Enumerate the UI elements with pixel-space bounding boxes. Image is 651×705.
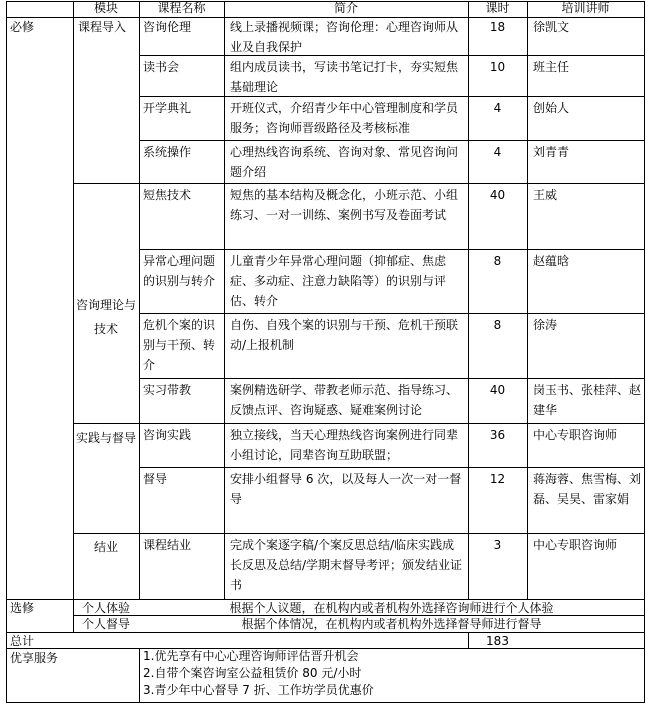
elective-name: 个人体验 [81, 601, 130, 615]
course-intro: 安排小组督导 6 次，以及每人一次一对一督导 [230, 472, 462, 506]
course-name: 开学典礼 [143, 101, 192, 115]
rule [139, 249, 645, 250]
elective-desc: 根据个人议题，在机构内或者机构外选择咨询师进行个人体验 [229, 601, 554, 615]
total-hours: 183 [486, 634, 509, 648]
course-name: 课程结业 [143, 538, 192, 552]
course-trainer: 王威 [533, 188, 558, 202]
section-total: 总计 [10, 634, 35, 648]
course-hours: 36 [489, 428, 506, 442]
module-practice: 实践与督导 [75, 431, 136, 445]
course-trainer: 中心专职咨询师 [533, 538, 618, 552]
course-trainer: 赵蕴晗 [533, 254, 570, 268]
course-name: 短焦技术 [143, 188, 192, 202]
module-intro: 课程导入 [78, 20, 127, 34]
course-trainer: 创始人 [533, 101, 570, 115]
rule [6, 1, 7, 703]
rule [139, 140, 645, 141]
course-hours: 10 [489, 60, 506, 74]
course-intro: 短焦的基本结构及概念化，小班示范、小组练习、一对一训练、案例书写及卷面考试 [230, 188, 459, 222]
course-name: 异常心理问题的识别与转介 [143, 254, 216, 288]
rule [139, 313, 645, 314]
course-trainer: 刘青青 [533, 145, 570, 159]
header-intro: 简介 [333, 1, 358, 15]
course-hours: 40 [489, 383, 506, 397]
benefit-item: 1.优先享有中心心理咨询师评估晋升机会 [143, 649, 359, 663]
course-name: 督导 [143, 472, 168, 486]
course-trainer: 蒋海蓉、焦雪梅、刘磊、吴昊、雷家娟 [533, 472, 642, 506]
rule [527, 1, 528, 600]
benefit-item: 2.自带个案咨询室公益租赁价 80 元/小时 [143, 666, 362, 680]
section-required: 必修 [10, 20, 35, 34]
benefit-item: 3.青少年中心督导 7 折、工作坊学员优惠价 [143, 683, 374, 697]
course-trainer: 徐涛 [533, 318, 558, 332]
course-hours: 3 [493, 538, 502, 552]
section-benefits: 优享服务 [10, 651, 59, 665]
rule [6, 702, 645, 703]
module-end: 结业 [93, 540, 118, 554]
course-hours: 8 [493, 254, 502, 268]
course-trainer: 中心专职咨询师 [533, 428, 618, 442]
course-intro: 儿童青少年异常心理问题（抑郁症、焦虑症、多动症、注意力缺陷等）的识别与评估、转介 [230, 254, 447, 308]
rule [139, 378, 645, 379]
course-intro: 独立接线，当天心理热线咨询案例进行同辈小组讨论，同辈咨询互助联盟； [230, 428, 459, 462]
module-theory: 咨询理论与技术 [75, 298, 136, 336]
rule [73, 423, 645, 424]
course-hours: 4 [493, 145, 502, 159]
course-name: 咨询伦理 [143, 20, 192, 34]
course-name: 系统操作 [143, 145, 192, 159]
rule [224, 1, 225, 600]
rule [73, 183, 645, 184]
course-intro: 完成个案逐字稿/个案反思总结/临床实践成长反思及总结/学期末督导考评；颁发结业证书 [230, 538, 463, 592]
course-intro: 组内成员读书，写读书笔记打卡，夯实短焦基础理论 [230, 60, 459, 94]
course-hours: 4 [493, 101, 502, 115]
rule [468, 1, 469, 600]
elective-desc: 根据个体情况，在机构内或者机构外选择督导师进行督导 [241, 617, 542, 631]
course-trainer: 岗玉书、张桂萍、赵建华 [533, 383, 642, 417]
course-name: 危机个案的识别与干预、转介 [143, 318, 216, 372]
rule [139, 467, 645, 468]
rule [73, 533, 645, 534]
course-name: 实习带教 [143, 383, 192, 397]
header-trainer: 培训讲师 [561, 1, 610, 15]
rule [644, 1, 645, 703]
course-trainer: 徐凯文 [533, 20, 570, 34]
course-intro: 心理热线咨询系统、咨询对象、常见咨询问题介绍 [230, 145, 459, 179]
course-intro: 自伤、自残个案的识别与干预、危机干预联动/上报机制 [230, 318, 459, 352]
header-hours: 课时 [485, 1, 510, 15]
elective-name: 个人督导 [81, 617, 130, 631]
rule [139, 648, 140, 703]
course-hours: 12 [489, 472, 506, 486]
course-intro: 案例精选研学、带教老师示范、指导练习、反馈点评、咨询疑惑、疑难案例讨论 [230, 383, 459, 417]
course-hours: 18 [489, 20, 506, 34]
rule [139, 1, 140, 600]
course-intro: 线上录播视频课；咨询伦理：心理咨询师从业及自我保护 [230, 20, 459, 54]
course-trainer: 班主任 [533, 60, 570, 74]
section-elective: 选修 [10, 601, 35, 615]
header-module: 模块 [93, 1, 118, 15]
course-intro: 开班仪式，介绍青少年中心管理制度和学员服务；咨询师晋级路径及考核标准 [230, 101, 459, 135]
course-name: 读书会 [143, 60, 180, 74]
course-hours: 40 [489, 188, 506, 202]
header-course: 课程名称 [157, 1, 206, 15]
course-name: 咨询实践 [143, 428, 192, 442]
course-hours: 8 [493, 318, 502, 332]
